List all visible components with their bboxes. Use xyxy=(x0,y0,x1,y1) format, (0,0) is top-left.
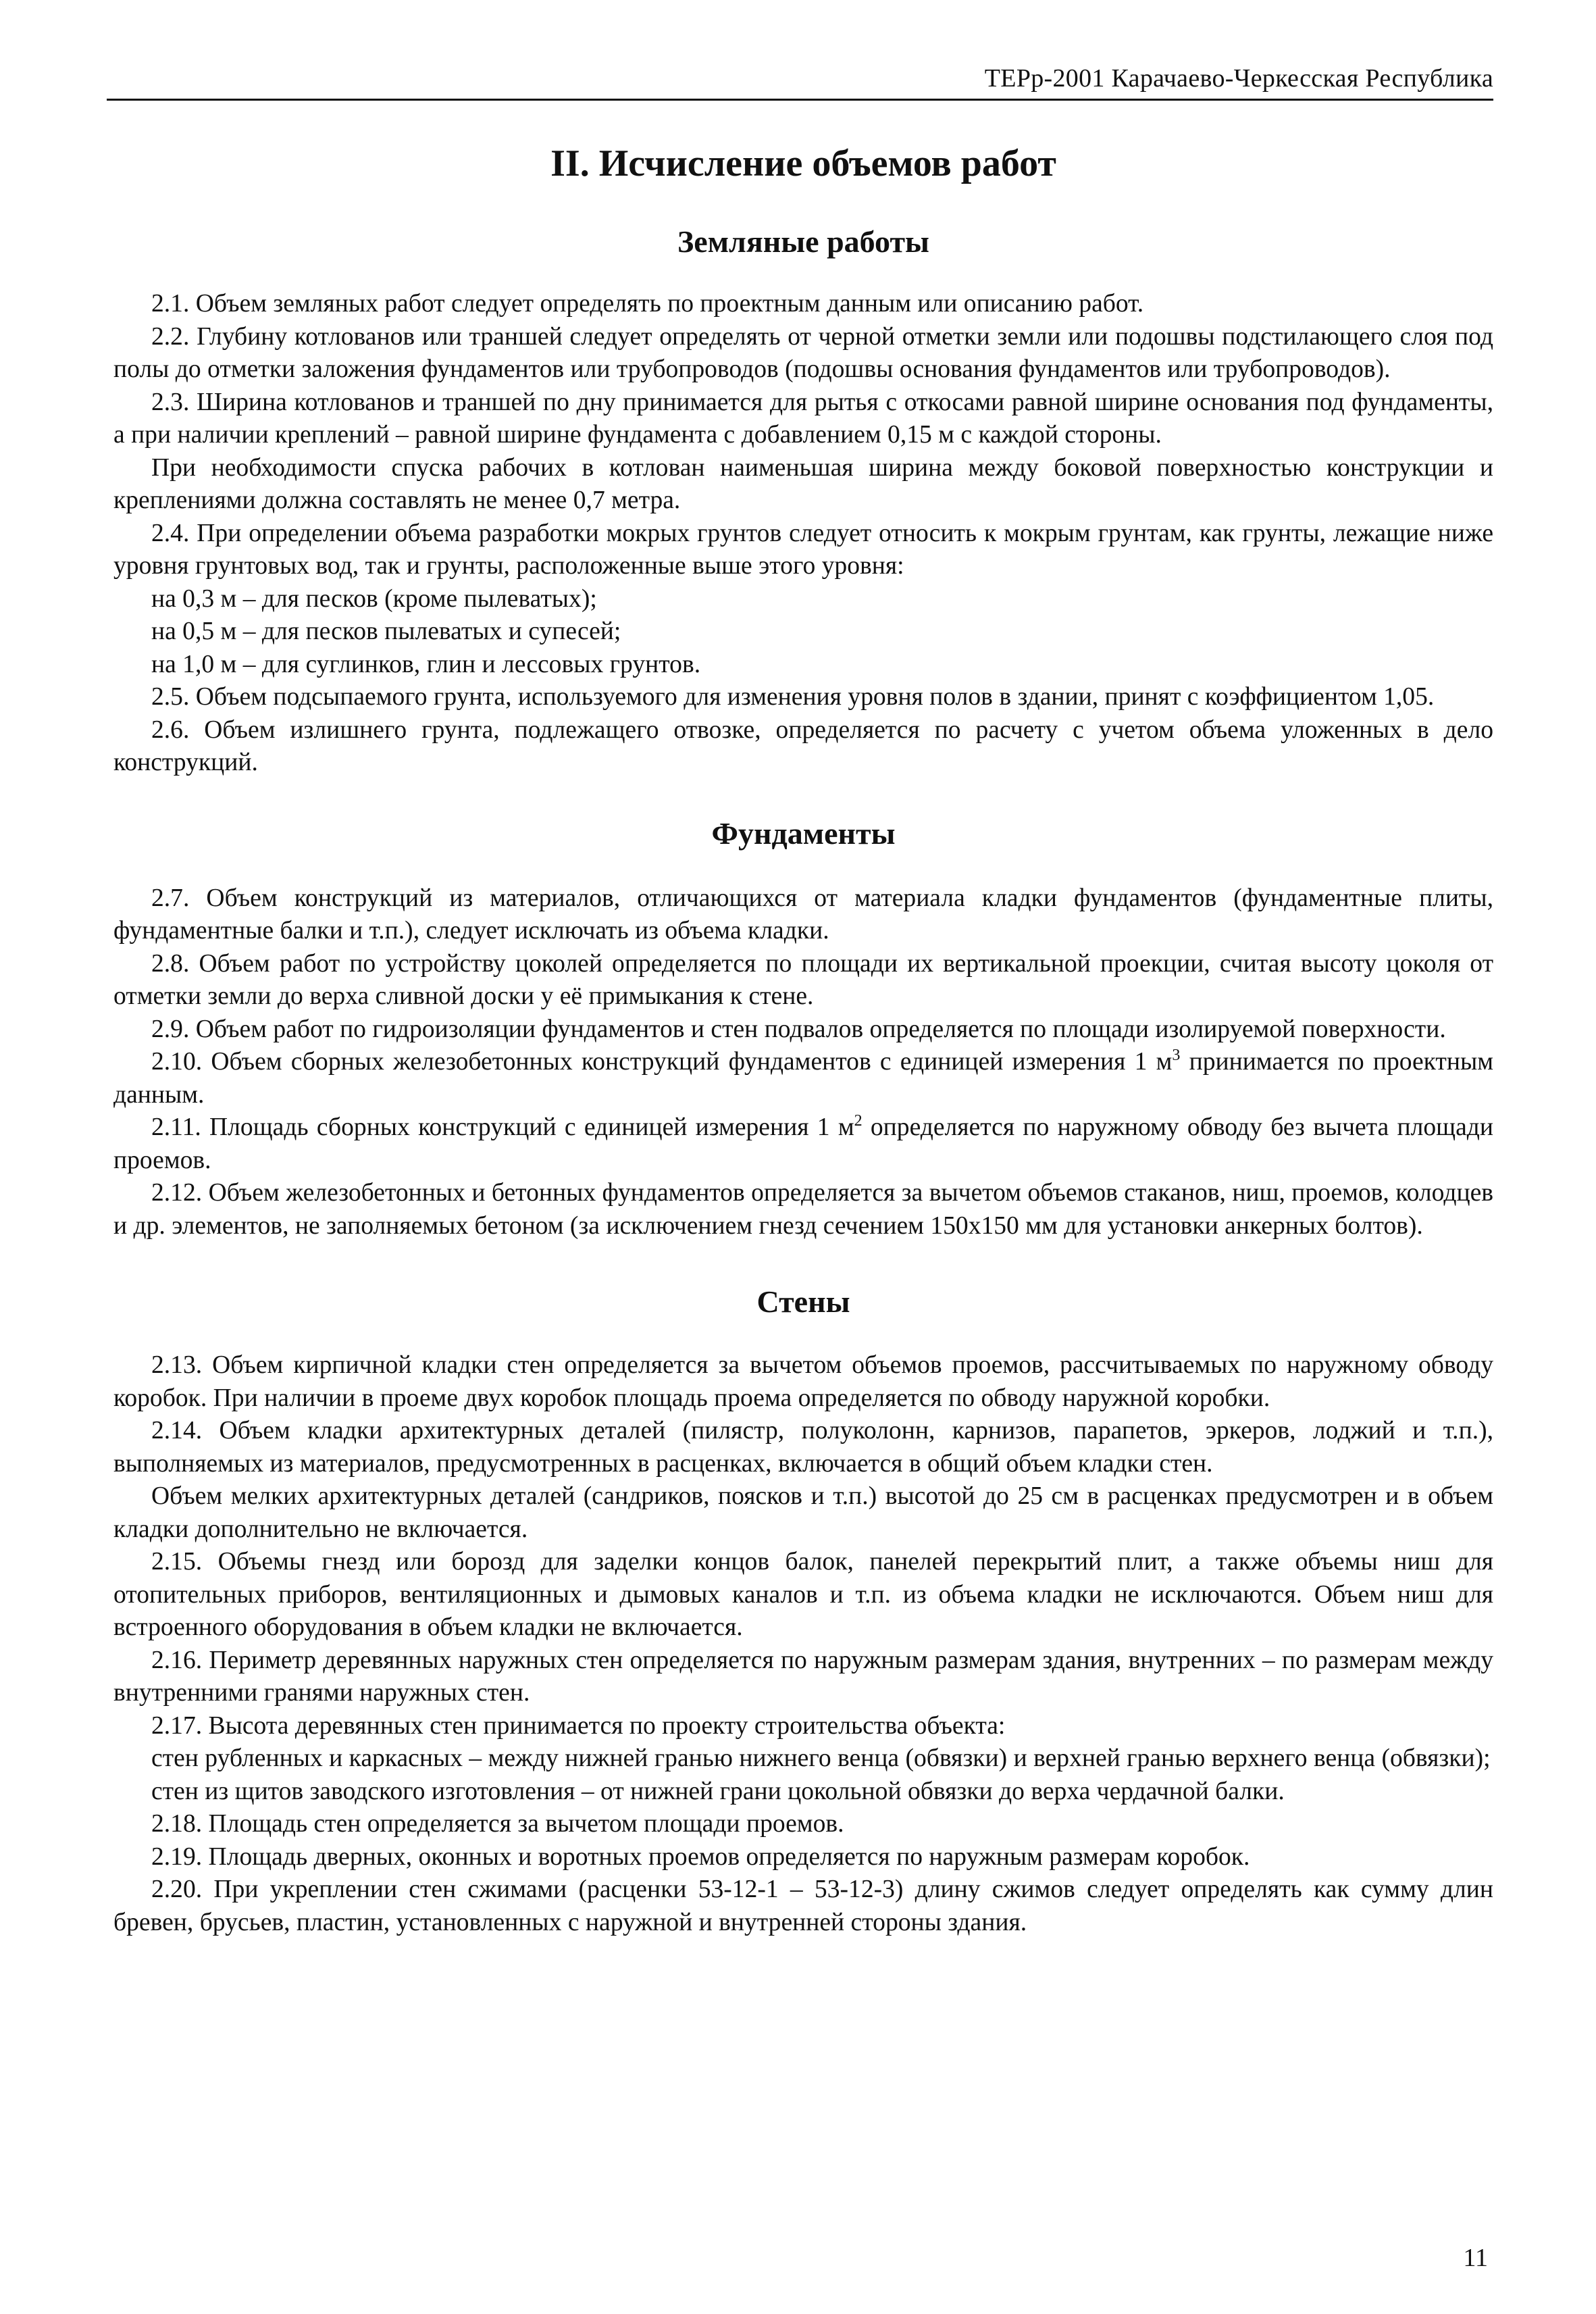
section-heading-foundations: Фундаменты xyxy=(711,815,896,851)
page-body xyxy=(113,132,1493,1939)
paragraph-2-12: 2.12. Объем железобетонных и бетонных фундаментов определяется за вычетом объемов стаканов, ниш, проемов, колодцев и др. элементов, не заполняемых бетоном (за исключением гнезд сечением 150x150 мм для установки анкерных болтов). xyxy=(113,1179,1493,1240)
list-item-wall-height-2: стен из щитов заводского изготовления – от нижней грани цокольной обвязки до верха чердачной балки. xyxy=(151,1777,1285,1805)
paragraph-2-2: 2.2. Глубину котлованов или траншей следует определять от черной отметки земли или подошвы подстилающего слоя под полы до отметки заложения фундаментов или трубопроводов (подошвы основания фундаментов или трубопроводов). xyxy=(113,322,1493,383)
section-heading-earthworks: Земляные работы xyxy=(677,224,929,259)
paragraph-2-10-text-end: принимается по проектным данным. xyxy=(113,1048,1493,1109)
paragraph-2-8: 2.8. Объем работ по устройству цоколей определяется по площади их вертикальной проекции, считая высоту цоколя от отметки земли до верха сливной доски у её примыкания к стене. xyxy=(113,949,1493,1010)
paragraph-2-20: 2.20. При укреплении стен сжимами (расценки 53-12-1 – 53-12-3) длину сжимов следует определять как сумму длин бревен, брусьев, пластин, установленных с наружной и внутренней стороны здания. xyxy=(113,1876,1493,1936)
paragraph-2-9: 2.9. Объем работ по гидроизоляции фундаментов и стен подвалов определяется по площади изолируемой поверхности. xyxy=(151,1015,1446,1043)
paragraph-2-13: 2.13. Объем кирпичной кладки стен определяется за вычетом объемов проемов, рассчитываемых по наружному обводу коробок. При наличии в проеме двух коробок площадь проема определяется по обводу наружной коробки. xyxy=(113,1351,1493,1412)
chapter-title: II. Исчисление объемов работ xyxy=(550,143,1056,184)
list-item-wet-soil-1: на 0,3 м – для песков (кроме пылеватых); xyxy=(151,584,597,613)
superscript-cubic: 3 xyxy=(1172,1047,1181,1064)
paragraph-2-7: 2.7. Объем конструкций из материалов, отличающихся от материала кладки фундаментов (фундаментные плиты, фундаментные балки и т.п.), следует исключать из объема кладки. xyxy=(113,884,1493,945)
paragraph-2-5: 2.5. Объем подсыпаемого грунта, используемого для изменения уровня полов в здании, принят с коэффициентом 1,05. xyxy=(151,683,1435,711)
paragraph-2-16: 2.16. Периметр деревянных наружных стен определяется по наружным размерам здания, внутренних – по размерам между внутренними гранями наружных стен. xyxy=(113,1646,1493,1707)
paragraph-2-11-text: 2.11. Площадь сборных конструкций с единицей измерения 1 м xyxy=(151,1113,854,1141)
paragraph-2-11-text-end: определяется по наружному обводу без вычета площади проемов. xyxy=(113,1113,1493,1174)
paragraph-2-15: 2.15. Объемы гнезд или борозд для заделки концов балок, панелей перекрытий плит, а также объемы ниш для отопительных приборов, вентиляционных и дымовых каналов и т.п. из объема кладки не исключаются. Объем ниш для встроенного оборудования в объем кладки не включается. xyxy=(113,1548,1493,1641)
paragraph-2-18: 2.18. Площадь стен определяется за вычетом площади проемов. xyxy=(151,1810,844,1838)
paragraph-2-3-note: При необходимости спуска рабочих в котлован наименьшая ширина между боковой поверхностью конструкции и креплениями должна составлять не менее 0,7 метра. xyxy=(113,453,1493,514)
paragraph-2-6: 2.6. Объем излишнего грунта, подлежащего отвозке, определяется по расчету с учетом объема уложенных в дело конструкций. xyxy=(113,715,1493,776)
paragraph-2-10-text: 2.10. Объем сборных железобетонных конструкций фундаментов с единицей измерения 1 м xyxy=(151,1048,1173,1076)
paragraph-2-3: 2.3. Ширина котлованов и траншей по дну принимается для рытья с откосами равной ширине основания под фундаменты, а при наличии креплений – равной ширине фундамента с добавлением 0,15 м с каждой стороны. xyxy=(113,388,1493,449)
list-item-wet-soil-3: на 1,0 м – для суглинков, глин и лессовых грунтов. xyxy=(151,650,701,678)
paragraph-2-11 xyxy=(113,1111,1493,1177)
paragraph-2-14: 2.14. Объем кладки архитектурных деталей (пилястр, полуколонн, карнизов, парапетов, эркеров, лоджий и т.п.), выполняемых из материалов, предусмотренных в расценках, включается в общий объем кладки стен. xyxy=(113,1417,1493,1478)
paragraph-2-14-note: Объем мелких архитектурных деталей (сандриков, поясков и т.п.) высотой до 25 см в расценках предусмотрен и в объем кладки дополнительно не включается. xyxy=(113,1482,1493,1543)
superscript-square: 2 xyxy=(854,1112,863,1130)
paragraph-2-17: 2.17. Высота деревянных стен принимается по проекту строительства объекта: xyxy=(151,1711,1006,1740)
paragraph-2-4: 2.4. При определении объема разработки мокрых грунтов следует относить к мокрым грунтам, как грунты, лежащие ниже уровня грунтовых вод, так и грунты, расположенные выше этого уровня: xyxy=(113,519,1493,580)
page-number: 11 xyxy=(1463,2244,1488,2272)
paragraph-2-1: 2.1. Объем земляных работ следует определять по проектным данным или описанию работ. xyxy=(151,290,1144,318)
paragraph-2-10 xyxy=(113,1046,1493,1111)
header-divider xyxy=(107,99,1493,101)
list-item-wall-height-1: стен рубленных и каркасных – между нижней гранью нижнего венца (обвязки) и верхней гранью верхнего венца (обвязки); xyxy=(151,1744,1491,1772)
section-heading-walls: Стены xyxy=(756,1284,850,1319)
paragraph-2-19: 2.19. Площадь дверных, оконных и воротных проемов определяется по наружным размерам коробок. xyxy=(151,1842,1250,1871)
list-item-wet-soil-2: на 0,5 м – для песков пылеватых и супесей; xyxy=(151,618,621,645)
running-header: ТЕРр-2001 Карачаево-Черкесская Республика xyxy=(984,64,1493,93)
